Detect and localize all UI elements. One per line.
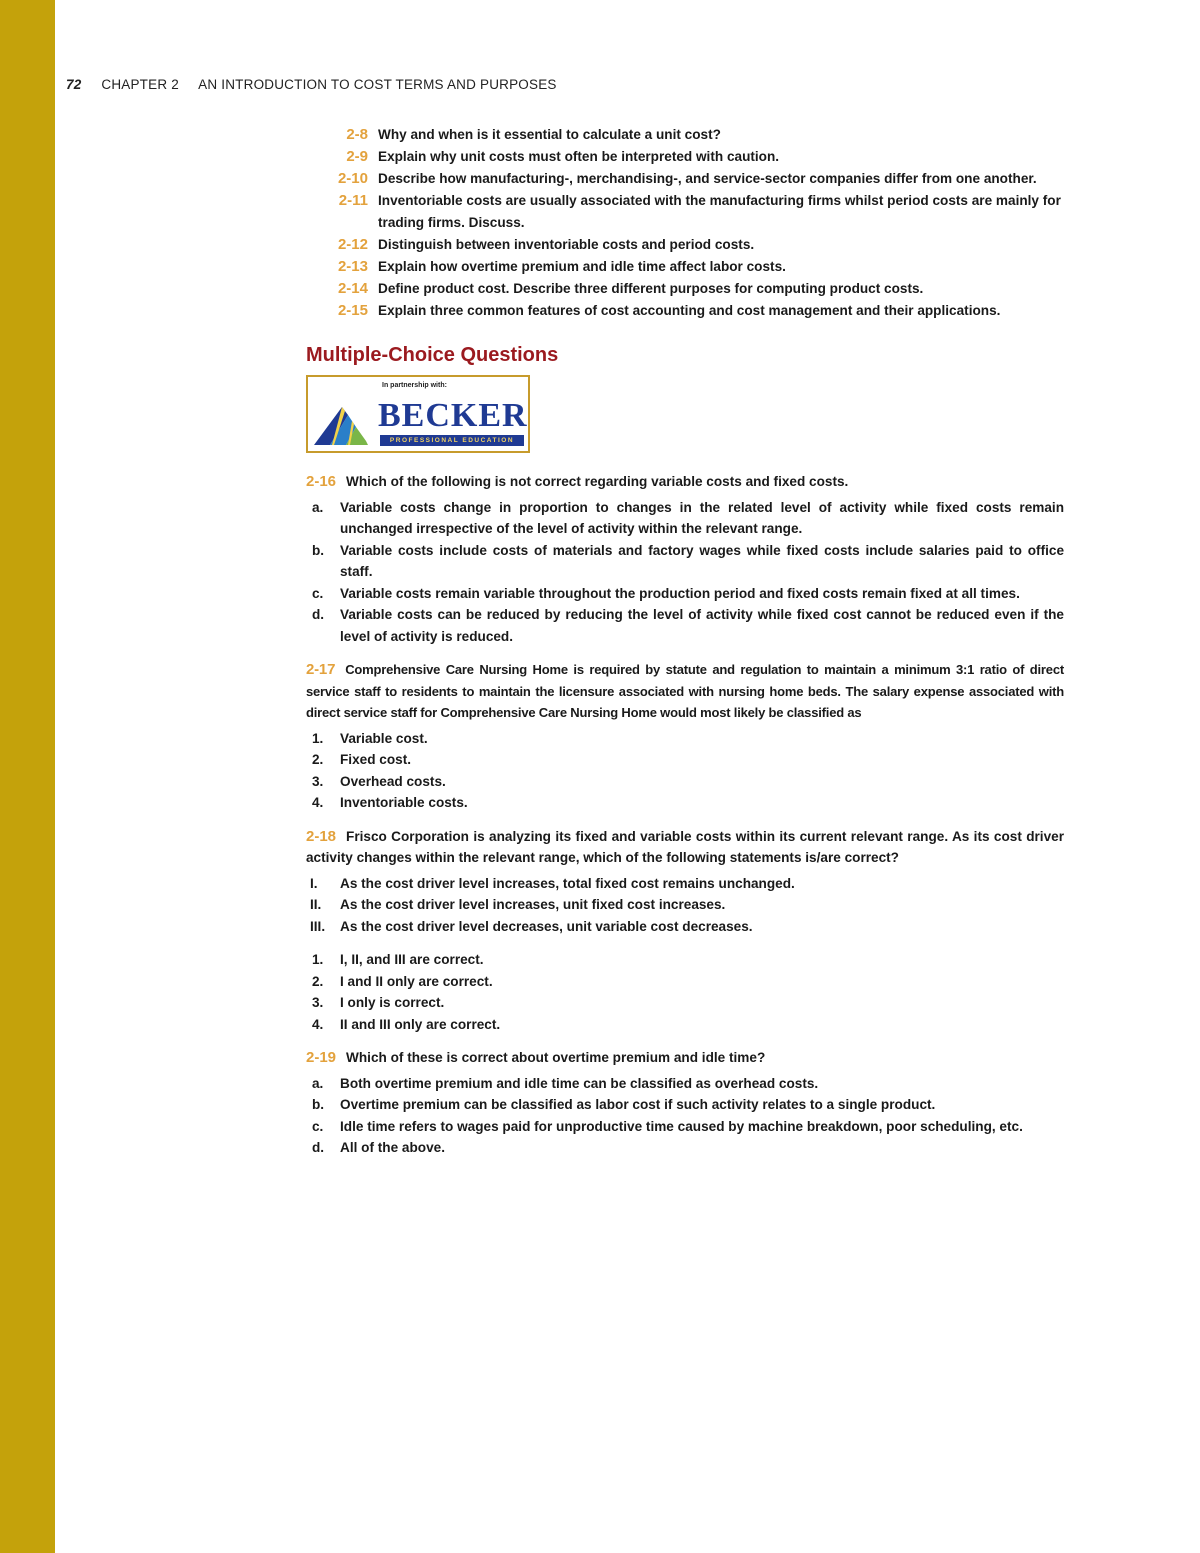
statement-list xyxy=(306,873,1064,938)
option-list xyxy=(306,497,1064,648)
logo-subtitle: PROFESSIONAL EDUCATION xyxy=(380,435,524,446)
question-stem xyxy=(306,471,1064,493)
statement-item xyxy=(306,894,1064,916)
logo-partner-text: In partnership with: xyxy=(382,382,447,389)
option-label: 4. xyxy=(312,1016,324,1032)
statement-label: III. xyxy=(310,918,326,934)
option-item xyxy=(306,583,1064,605)
statement-text: As the cost driver level decreases, unit variable cost decreases. xyxy=(340,918,753,934)
question-stem-text: Which of these is correct about overtime premium and idle time? xyxy=(346,1050,766,1065)
question-number: 2-9 xyxy=(346,148,368,165)
running-header xyxy=(66,77,557,92)
option-text: I only is correct. xyxy=(340,995,445,1010)
option-item xyxy=(306,949,1064,971)
option-list xyxy=(306,1073,1064,1159)
option-label: c. xyxy=(312,1118,324,1134)
option-text: Idle time refers to wages paid for unproductive time caused by machine breakdown, poor scheduling, etc. xyxy=(340,1118,1023,1134)
chapter-label: CHAPTER 2 xyxy=(101,77,179,92)
option-label: 3. xyxy=(312,773,324,789)
review-question xyxy=(306,168,1064,190)
question-number: 2-15 xyxy=(337,302,368,319)
option-item xyxy=(306,540,1064,583)
mcq-question xyxy=(306,826,1064,1036)
option-label: 2. xyxy=(312,752,324,767)
question-text: Inventoriable costs are usually associated with the manufacturing firms whilst period costs are mainly for trading firms. Discuss. xyxy=(378,193,1061,230)
option-label: 3. xyxy=(312,995,324,1010)
mcq-question xyxy=(306,659,1064,814)
question-text: Explain how overtime premium and idle time affect labor costs. xyxy=(378,259,786,274)
question-number: 2-11 xyxy=(338,192,368,209)
question-stem-text: Comprehensive Care Nursing Home is required by statute and regulation to maintain a minimum 3:1 ratio of direct service staff to residents to maintain the licensure associated with nursing home beds. The salary expense associated with direct service staff for Comprehensive Care Nursing Home would most likely be classified as xyxy=(306,662,1064,720)
question-stem-text: Frisco Corporation is analyzing its fixed and variable costs within its current relevant range. As its cost driver activity changes within the relevant range, which of the following statements is/are correct? xyxy=(306,828,1064,865)
option-text: Overhead costs. xyxy=(340,773,446,789)
option-item xyxy=(306,1014,1064,1036)
review-question xyxy=(306,146,1064,168)
question-text: Explain three common features of cost accounting and cost management and their applications. xyxy=(378,303,1001,318)
statement-label: I. xyxy=(310,875,318,891)
option-text: Variable costs change in proportion to changes in the related level of activity while fixed costs remain unchanged irrespective of the level of activity within the relevant range. xyxy=(340,499,1064,536)
question-text: Define product cost. Describe three different purposes for computing product costs. xyxy=(378,281,924,296)
option-text: All of the above. xyxy=(340,1140,445,1155)
option-label: a. xyxy=(312,1075,324,1091)
review-questions xyxy=(306,124,1064,322)
review-question xyxy=(306,190,1064,234)
question-text: Explain why unit costs must often be interpreted with caution. xyxy=(378,149,780,164)
statement-text: As the cost driver level increases, total fixed cost remains unchanged. xyxy=(340,875,795,891)
becker-mountain-icon xyxy=(312,401,376,447)
becker-logo xyxy=(306,375,530,453)
question-number: 2-18 xyxy=(306,827,337,845)
option-label: b. xyxy=(312,1097,325,1112)
question-text: Describe how manufacturing-, merchandising-, and service-sector companies differ from one another. xyxy=(378,171,1037,186)
side-color-bar xyxy=(0,0,55,1553)
option-text: Variable costs remain variable throughout the production period and fixed costs remain fixed at all times. xyxy=(340,585,1020,601)
mcq-question xyxy=(306,471,1064,647)
review-question xyxy=(306,124,1064,146)
option-item xyxy=(306,971,1064,993)
section-title: Multiple-Choice Questions xyxy=(306,344,559,366)
question-number: 2-16 xyxy=(306,473,337,490)
statement-text: As the cost driver level increases, unit fixed cost increases. xyxy=(340,897,726,912)
option-text: Both overtime premium and idle time can be classified as overhead costs. xyxy=(340,1075,819,1091)
question-text: Why and when is it essential to calculate a unit cost? xyxy=(378,127,721,142)
review-question xyxy=(306,300,1064,322)
option-text: II and III only are correct. xyxy=(340,1016,501,1032)
question-number: 2-12 xyxy=(337,236,368,253)
option-text: Variable cost. xyxy=(340,730,428,746)
question-text: Distinguish between inventoriable costs and period costs. xyxy=(378,237,755,252)
option-label: a. xyxy=(312,499,324,515)
page-content xyxy=(306,124,1064,1159)
option-text: Fixed cost. xyxy=(340,752,412,767)
statement-item xyxy=(306,873,1064,895)
review-question xyxy=(306,278,1064,300)
option-label: 1. xyxy=(312,730,324,746)
option-list xyxy=(306,949,1064,1035)
statement-item xyxy=(306,916,1064,938)
option-label: c. xyxy=(312,585,324,601)
option-label: d. xyxy=(312,1140,325,1155)
mcq-question xyxy=(306,1047,1064,1159)
option-item xyxy=(306,792,1064,814)
option-text: Variable costs include costs of materials and factory wages while fixed costs include salaries paid to office staff. xyxy=(340,542,1064,579)
spacer xyxy=(306,937,1064,945)
option-text: Variable costs can be reduced by reducing the level of activity while fixed cost cannot be reduced even if the level of activity is reduced. xyxy=(340,607,1064,644)
question-stem-text: Which of the following is not correct regarding variable costs and fixed costs. xyxy=(346,474,849,489)
option-item xyxy=(306,604,1064,647)
option-item xyxy=(306,771,1064,793)
question-number: 2-10 xyxy=(337,170,368,187)
option-item xyxy=(306,1073,1064,1095)
option-text: Inventoriable costs. xyxy=(340,795,468,810)
statement-label: II. xyxy=(310,897,322,912)
option-text: Overtime premium can be classified as labor cost if such activity relates to a single product. xyxy=(340,1097,936,1112)
option-item xyxy=(306,1094,1064,1116)
option-text: I and II only are correct. xyxy=(340,973,493,989)
question-stem xyxy=(306,1047,1064,1069)
question-stem xyxy=(306,826,1064,869)
option-item xyxy=(306,728,1064,750)
review-question xyxy=(306,234,1064,256)
review-question xyxy=(306,256,1064,278)
option-label: 2. xyxy=(312,973,324,989)
question-stem xyxy=(306,659,1064,724)
option-item xyxy=(306,1116,1064,1138)
option-text: I, II, and III are correct. xyxy=(340,952,484,967)
option-item xyxy=(306,749,1064,771)
option-label: 4. xyxy=(312,795,324,810)
page-number: 72 xyxy=(66,77,82,92)
question-number: 2-13 xyxy=(337,258,368,275)
logo-brand: BECKER xyxy=(378,397,528,434)
option-list xyxy=(306,728,1064,814)
question-number: 2-17 xyxy=(306,661,336,678)
question-number: 2-14 xyxy=(337,280,368,297)
option-label: d. xyxy=(312,607,325,622)
option-item xyxy=(306,497,1064,540)
option-item xyxy=(306,992,1064,1014)
option-item xyxy=(306,1137,1064,1159)
chapter-title: AN INTRODUCTION TO COST TERMS AND PURPOSES xyxy=(198,77,557,92)
option-label: 1. xyxy=(312,952,324,967)
question-number: 2-19 xyxy=(306,1049,337,1066)
option-label: b. xyxy=(312,542,325,558)
question-number: 2-8 xyxy=(346,126,368,143)
